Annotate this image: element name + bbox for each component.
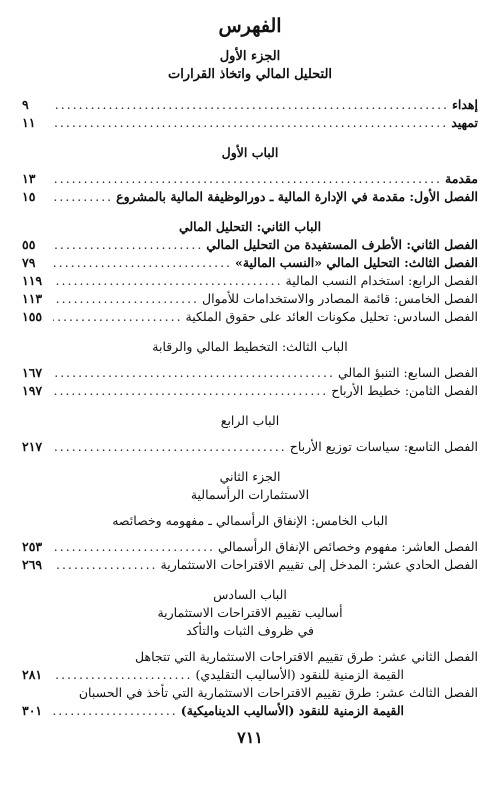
toc-page-number: ٣٠١ <box>22 703 43 718</box>
section-heading-6: الباب السادس <box>213 587 287 602</box>
toc-entry[interactable] <box>22 364 478 382</box>
toc-entry-dedication[interactable] <box>22 96 478 114</box>
leader-dots <box>53 114 448 132</box>
toc-page-number: ١٣ <box>22 171 36 186</box>
leader-dots <box>53 272 283 290</box>
toc-entry[interactable] <box>22 382 478 400</box>
leader-dots <box>53 702 178 720</box>
part1-label: الجزء الأول <box>219 49 281 64</box>
toc-page-number: ١١ <box>22 115 36 130</box>
toc-entry-label: الفصل الثاني: الأطرف المستفيدة من التحليل المالي <box>206 237 478 252</box>
toc-entry-label: الفصل الخامس: قائمة المصادر والاستخدامات للأموال <box>202 291 478 306</box>
toc-entry-ch12[interactable] <box>22 666 478 684</box>
toc-entry-label: القيمة الزمنية للنقود (الأساليب التقليدي) <box>195 667 404 682</box>
toc-entry-ch12-line1[interactable]: الفصل الثاني عشر: طرق تقييم الاقتراحات الاستثمارية التي تتجاهل <box>135 649 478 664</box>
part2-label: الجزء الثاني <box>219 469 281 484</box>
toc-page-number: ١١٣ <box>22 291 43 306</box>
leader-dots <box>53 236 203 254</box>
toc-page-number: ١٥ <box>22 189 36 204</box>
leader-dots <box>53 254 232 272</box>
toc-page-number: ١٥٥ <box>22 309 43 324</box>
toc-entry[interactable] <box>22 272 478 290</box>
toc-page-number: ٥٥ <box>22 237 36 252</box>
toc-page-number: ١١٩ <box>22 273 43 288</box>
toc-page-number: ٢١٧ <box>22 439 43 454</box>
leader-dots <box>53 170 442 188</box>
leader-dots <box>53 96 449 114</box>
leader-dots <box>53 382 328 400</box>
toc-entry[interactable] <box>22 438 478 456</box>
toc-page-number: ١٦٧ <box>22 365 43 380</box>
toc-page-number: ٢٥٣ <box>22 539 43 554</box>
toc-entry-label: إهداء <box>452 97 478 112</box>
toc-entry-label: القيمة الزمنية للنقود (الأساليب الديناميكية) <box>180 703 404 718</box>
toc-entry[interactable] <box>22 236 478 254</box>
toc-entry-label: مقدمة <box>445 171 478 186</box>
section-heading-5: الباب الخامس: الإنفاق الرأسمالي ـ مفهومه وخصائصه <box>112 513 388 528</box>
toc-entry-label: الفصل الحادي عشر: المدخل إلى تقييم الاقتراحات الاستثمارية <box>160 557 478 572</box>
toc-page-number: ٢٨١ <box>22 667 43 682</box>
section-heading-6-line3: في ظروف الثبات والتأكد <box>186 623 314 638</box>
leader-dots <box>53 438 287 456</box>
toc-entry[interactable] <box>22 254 478 272</box>
part1-subtitle: التحليل المالي واتخاذ القرارات <box>167 67 333 82</box>
toc-entry-label: الفصل التاسع: سياسات توزيع الأرباح <box>289 439 478 454</box>
toc-entry-label: الفصل العاشر: مفهوم وخصائص الإنفاق الرأسمالي <box>218 539 478 554</box>
toc-entry-label: الفصل السادس: تحليل مكونات العائد على حقوق الملكية <box>185 309 478 324</box>
page-number: ٧١١ <box>237 728 263 747</box>
toc-entry[interactable] <box>22 308 478 326</box>
toc-page-number: ٧٩ <box>22 255 36 270</box>
toc-entry-ch13-line1[interactable]: الفصل الثالث عشر: طرق تقييم الاقتراحات الاستثمارية التي تأخذ في الحسبان <box>78 685 478 700</box>
toc-entry-label: الفصل الرابع: استخدام النسب المالية <box>285 273 478 288</box>
toc-page-number: ٢٦٩ <box>22 557 43 572</box>
toc-entry-label: الفصل السابع: التنبؤ المالي <box>337 365 478 380</box>
toc-entry-label: الفصل الثامن: خطيط الأرباح <box>331 383 478 398</box>
toc-entry[interactable] <box>22 170 478 188</box>
leader-dots <box>53 556 158 574</box>
leader-dots <box>53 364 335 382</box>
toc-entry-label: تمهيد <box>451 115 478 130</box>
leader-dots <box>53 290 199 308</box>
leader-dots <box>53 308 183 326</box>
toc-page-number: ١٩٧ <box>22 383 43 398</box>
part2-subtitle: الاستثمارات الرأسمالية <box>190 487 310 502</box>
leader-dots <box>53 666 192 684</box>
toc-entry[interactable] <box>22 290 478 308</box>
section-heading-4: الباب الرابع <box>220 413 280 428</box>
section-heading-6-line2: أساليب تقييم الاقتراحات الاستثمارية <box>157 605 343 620</box>
section-heading-1: الباب الأول <box>221 145 279 160</box>
leader-dots <box>53 188 113 206</box>
toc-page-number: ٩ <box>22 97 29 112</box>
section-heading-3: الباب الثالث: التخطيط المالي والرقابة <box>152 339 348 354</box>
toc-entry[interactable] <box>22 538 478 556</box>
toc-entry-label: الفصل الأول: مقدمة في الإدارة المالية ـ دورالوظيفة المالية بالمشروع <box>116 189 478 204</box>
section-heading-2: الباب الثاني: التحليل المالي <box>178 219 322 234</box>
toc-entry-preface[interactable] <box>22 114 478 132</box>
page-title: الفهرس <box>218 15 282 37</box>
toc-entry[interactable] <box>22 556 478 574</box>
leader-dots <box>53 538 215 556</box>
toc-entry-label: الفصل الثالث: التحليل المالي «النسب المالية» <box>235 255 478 270</box>
toc-entry-ch13[interactable] <box>22 702 478 720</box>
toc-entry[interactable] <box>22 188 478 206</box>
